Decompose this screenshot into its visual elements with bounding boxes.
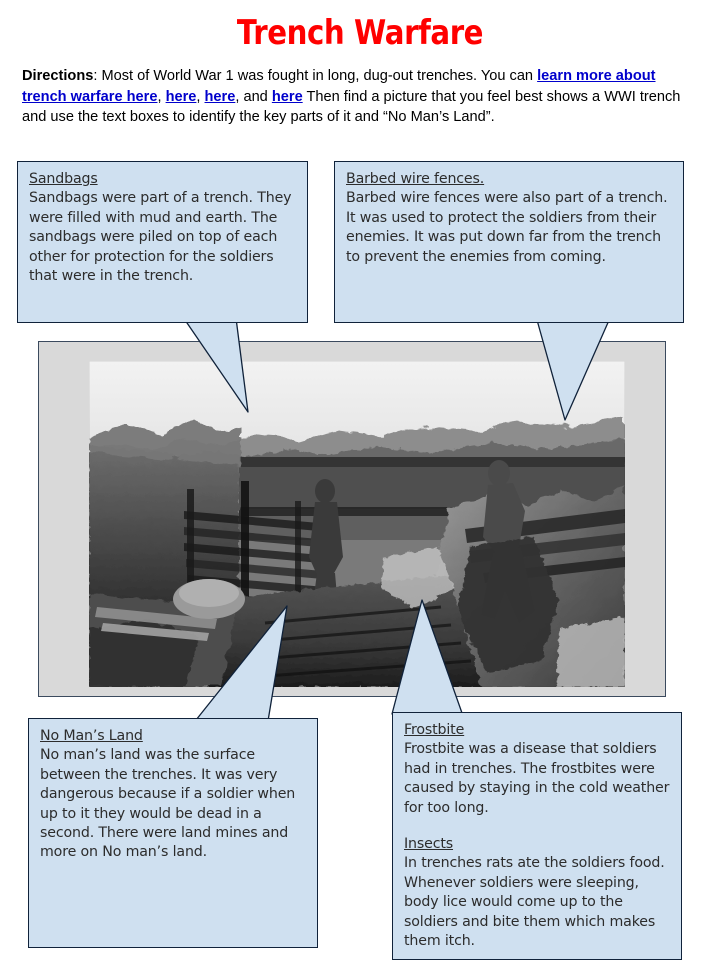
callout-barbed-wire-heading: Barbed wire fences. bbox=[346, 171, 485, 187]
callout-no-mans-land-body: No man’s land was the surface between the trenches. It was very dangerous because if a soldier when up to it they would be dead in a second. There were land mines and more on No man’s land. bbox=[40, 747, 296, 861]
callout-sandbags-heading: Sandbags bbox=[29, 171, 98, 187]
callout-frostbite[interactable] bbox=[392, 712, 682, 960]
callout-insects-heading: Insects bbox=[404, 836, 454, 853]
link-learn-more-about-trench-warfare-here[interactable]: learn more about trench warfare here bbox=[22, 68, 656, 105]
callout-no-mans-land-content bbox=[40, 727, 307, 863]
directions-sep-2: , bbox=[196, 88, 205, 105]
callout-no-mans-land[interactable] bbox=[28, 718, 318, 948]
callout-frostbite-spacer bbox=[404, 818, 671, 835]
callout-frostbite-body: Frostbite was a disease that soldiers had in trenches. The frostbites were caused by staying in the cold weather for too long. bbox=[404, 741, 670, 816]
directions-label: Directions bbox=[22, 68, 94, 84]
callout-barbed-wire-content bbox=[346, 170, 673, 267]
directions-paragraph bbox=[22, 66, 682, 128]
callout-sandbags[interactable] bbox=[17, 161, 308, 323]
link-here-2[interactable]: here bbox=[165, 88, 197, 105]
callout-barbed-wire-body: Barbed wire fences were also part of a trench. It was used to protect the soldiers from their enemies. It was put down far from the trench to prevent the enemies from coming. bbox=[346, 190, 668, 265]
callout-frostbite-heading: Frostbite bbox=[404, 722, 465, 738]
callout-frostbite-content bbox=[404, 721, 671, 951]
callout-sandbags-body: Sandbags were part of a trench. They were filled with mud and earth. The sandbags were piled on top of each other for protection for the soldiers that were in the trench. bbox=[29, 190, 292, 285]
callout-sandbags-content bbox=[29, 170, 297, 286]
trench-photograph bbox=[89, 361, 625, 687]
link-here-3[interactable]: here bbox=[204, 88, 236, 105]
page-title: Trench Warfare bbox=[236, 13, 484, 53]
callout-insects-body: In trenches rats ate the soldiers food. Whenever soldiers were sleeping, body lice would come up to the soldiers and bite them which makes them itch. bbox=[404, 855, 665, 950]
directions-sep-1: , bbox=[157, 88, 166, 105]
link-here-4[interactable]: here bbox=[271, 88, 303, 105]
callout-barbed-wire[interactable] bbox=[334, 161, 684, 323]
directions-sep-3: , and bbox=[235, 88, 272, 105]
directions-text-1: : Most of World War 1 was fought in long, dug-out trenches. You can bbox=[93, 68, 538, 84]
callout-no-mans-land-heading: No Man’s Land bbox=[40, 728, 143, 744]
directions-text-2: Then find a picture that you feel best shows a WWI trench and use the text boxes to identify the key parts of it and “No Man’s Land”. bbox=[22, 88, 681, 126]
photo-frame bbox=[38, 341, 666, 697]
